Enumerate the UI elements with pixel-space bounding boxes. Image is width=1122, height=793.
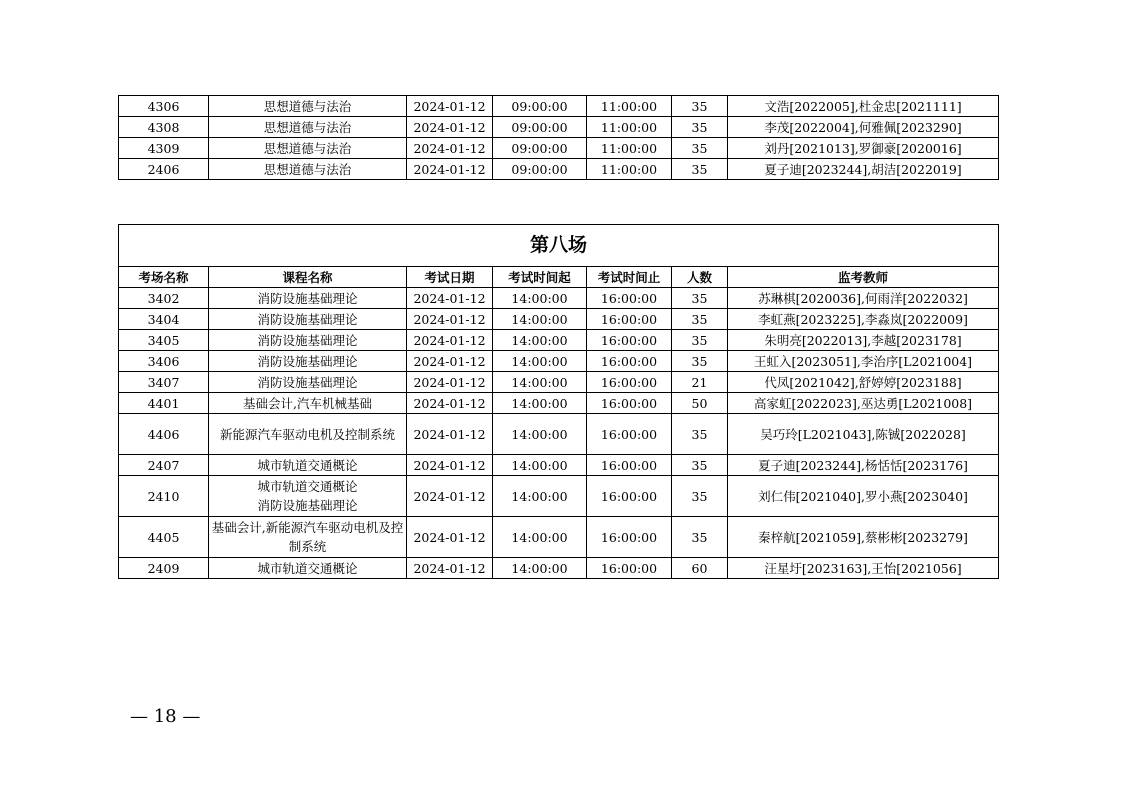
cell-proctors: 王虹入[2023051],李治序[L2021004] — [728, 351, 999, 372]
cell-start: 09:00:00 — [493, 96, 587, 117]
cell-end: 16:00:00 — [587, 351, 672, 372]
session-eight-table — [118, 224, 999, 579]
table-row — [119, 96, 999, 117]
cell-course: 新能源汽车驱动电机及控制系统 — [209, 414, 407, 455]
header-end: 考试时间止 — [587, 267, 672, 288]
cell-proctors: 秦梓航[2021059],蔡彬彬[2023279] — [728, 517, 999, 558]
cell-date: 2024-01-12 — [407, 517, 493, 558]
cell-room: 4406 — [119, 414, 209, 455]
cell-date: 2024-01-12 — [407, 330, 493, 351]
cell-proctors: 苏琳棋[2020036],何雨洋[2022032] — [728, 288, 999, 309]
header-room: 考场名称 — [119, 267, 209, 288]
session-title: 第八场 — [119, 225, 999, 267]
cell-proctors: 李茂[2022004],何雅佩[2023290] — [728, 117, 999, 138]
cell-room: 2409 — [119, 558, 209, 579]
cell-date: 2024-01-12 — [407, 138, 493, 159]
table-row — [119, 309, 999, 330]
cell-count: 35 — [672, 117, 728, 138]
cell-end: 11:00:00 — [587, 96, 672, 117]
cell-start: 14:00:00 — [493, 517, 587, 558]
cell-course: 基础会计,新能源汽车驱动电机及控制系统 — [209, 517, 407, 558]
cell-date: 2024-01-12 — [407, 159, 493, 180]
cell-end: 11:00:00 — [587, 138, 672, 159]
cell-course: 城市轨道交通概论 — [209, 558, 407, 579]
cell-proctors: 夏子迪[2023244],杨恬恬[2023176] — [728, 455, 999, 476]
cell-end: 16:00:00 — [587, 288, 672, 309]
cell-start: 09:00:00 — [493, 117, 587, 138]
cell-count: 35 — [672, 351, 728, 372]
cell-start: 14:00:00 — [493, 330, 587, 351]
cell-proctors: 刘仁伟[2021040],罗小燕[2023040] — [728, 476, 999, 517]
cell-course: 消防设施基础理论 — [209, 351, 407, 372]
table-row — [119, 288, 999, 309]
header-date: 考试日期 — [407, 267, 493, 288]
cell-room: 2406 — [119, 159, 209, 180]
table-row — [119, 455, 999, 476]
cell-count: 35 — [672, 288, 728, 309]
cell-course: 基础会计,汽车机械基础 — [209, 393, 407, 414]
table-row — [119, 517, 999, 558]
cell-end: 16:00:00 — [587, 558, 672, 579]
table-row — [119, 330, 999, 351]
cell-end: 16:00:00 — [587, 372, 672, 393]
cell-course: 消防设施基础理论 — [209, 372, 407, 393]
cell-room: 4405 — [119, 517, 209, 558]
cell-room: 4309 — [119, 138, 209, 159]
header-start: 考试时间起 — [493, 267, 587, 288]
cell-start: 14:00:00 — [493, 372, 587, 393]
header-proctors: 监考教师 — [728, 267, 999, 288]
cell-proctors: 李虹燕[2023225],李淼岚[2022009] — [728, 309, 999, 330]
cell-room: 3406 — [119, 351, 209, 372]
table-row — [119, 393, 999, 414]
cell-course: 消防设施基础理论 — [209, 288, 407, 309]
cell-course: 思想道德与法治 — [209, 117, 407, 138]
table-row — [119, 372, 999, 393]
cell-end: 11:00:00 — [587, 117, 672, 138]
cell-room: 4401 — [119, 393, 209, 414]
cell-date: 2024-01-12 — [407, 288, 493, 309]
cell-end: 16:00:00 — [587, 517, 672, 558]
cell-proctors: 高家虹[2022023],巫达勇[L2021008] — [728, 393, 999, 414]
cell-room: 3405 — [119, 330, 209, 351]
cell-start: 14:00:00 — [493, 351, 587, 372]
page-number: — 18 — — [130, 706, 201, 727]
cell-date: 2024-01-12 — [407, 476, 493, 517]
cell-proctors: 代凤[2021042],舒婷婷[2023188] — [728, 372, 999, 393]
cell-course: 消防设施基础理论 — [209, 309, 407, 330]
cell-end: 16:00:00 — [587, 476, 672, 517]
cell-proctors: 汪星圩[2023163],王怡[2021056] — [728, 558, 999, 579]
cell-end: 16:00:00 — [587, 414, 672, 455]
cell-count: 35 — [672, 476, 728, 517]
cell-proctors: 朱明亮[2022013],李越[2023178] — [728, 330, 999, 351]
cell-date: 2024-01-12 — [407, 393, 493, 414]
cell-end: 16:00:00 — [587, 393, 672, 414]
cell-course: 思想道德与法治 — [209, 138, 407, 159]
cell-room: 2410 — [119, 476, 209, 517]
cell-date: 2024-01-12 — [407, 117, 493, 138]
table-row — [119, 138, 999, 159]
table-row — [119, 159, 999, 180]
cell-end: 16:00:00 — [587, 330, 672, 351]
cell-start: 14:00:00 — [493, 393, 587, 414]
cell-proctors: 刘丹[2021013],罗御豪[2020016] — [728, 138, 999, 159]
table-row — [119, 558, 999, 579]
cell-room: 4308 — [119, 117, 209, 138]
cell-end: 11:00:00 — [587, 159, 672, 180]
cell-room: 3407 — [119, 372, 209, 393]
cell-room: 2407 — [119, 455, 209, 476]
cell-start: 14:00:00 — [493, 455, 587, 476]
cell-start: 14:00:00 — [493, 476, 587, 517]
cell-date: 2024-01-12 — [407, 455, 493, 476]
cell-count: 35 — [672, 96, 728, 117]
cell-count: 50 — [672, 393, 728, 414]
cell-date: 2024-01-12 — [407, 96, 493, 117]
cell-count: 35 — [672, 309, 728, 330]
table-row — [119, 414, 999, 455]
cell-course: 消防设施基础理论 — [209, 330, 407, 351]
cell-proctors: 夏子迪[2023244],胡洁[2022019] — [728, 159, 999, 180]
cell-course: 城市轨道交通概论 消防设施基础理论 — [209, 476, 407, 517]
cell-course: 思想道德与法治 — [209, 96, 407, 117]
previous-session-table — [118, 95, 999, 180]
cell-count: 35 — [672, 159, 728, 180]
cell-count: 21 — [672, 372, 728, 393]
cell-date: 2024-01-12 — [407, 351, 493, 372]
cell-count: 35 — [672, 330, 728, 351]
cell-proctors: 文浩[2022005],杜金忠[2021111] — [728, 96, 999, 117]
cell-room: 3404 — [119, 309, 209, 330]
cell-date: 2024-01-12 — [407, 414, 493, 455]
cell-count: 60 — [672, 558, 728, 579]
cell-course: 城市轨道交通概论 — [209, 455, 407, 476]
cell-start: 14:00:00 — [493, 414, 587, 455]
table-row — [119, 117, 999, 138]
cell-start: 09:00:00 — [493, 159, 587, 180]
cell-date: 2024-01-12 — [407, 558, 493, 579]
table-row — [119, 351, 999, 372]
cell-count: 35 — [672, 414, 728, 455]
cell-course: 思想道德与法治 — [209, 159, 407, 180]
cell-end: 16:00:00 — [587, 455, 672, 476]
cell-start: 14:00:00 — [493, 558, 587, 579]
cell-date: 2024-01-12 — [407, 372, 493, 393]
cell-start: 14:00:00 — [493, 288, 587, 309]
cell-count: 35 — [672, 517, 728, 558]
cell-date: 2024-01-12 — [407, 309, 493, 330]
cell-end: 16:00:00 — [587, 309, 672, 330]
cell-count: 35 — [672, 455, 728, 476]
header-row — [119, 267, 999, 288]
cell-start: 14:00:00 — [493, 309, 587, 330]
header-course: 课程名称 — [209, 267, 407, 288]
cell-count: 35 — [672, 138, 728, 159]
header-count: 人数 — [672, 267, 728, 288]
cell-room: 4306 — [119, 96, 209, 117]
table-row — [119, 476, 999, 517]
cell-proctors: 吴巧玲[L2021043],陈铖[2022028] — [728, 414, 999, 455]
cell-start: 09:00:00 — [493, 138, 587, 159]
cell-room: 3402 — [119, 288, 209, 309]
